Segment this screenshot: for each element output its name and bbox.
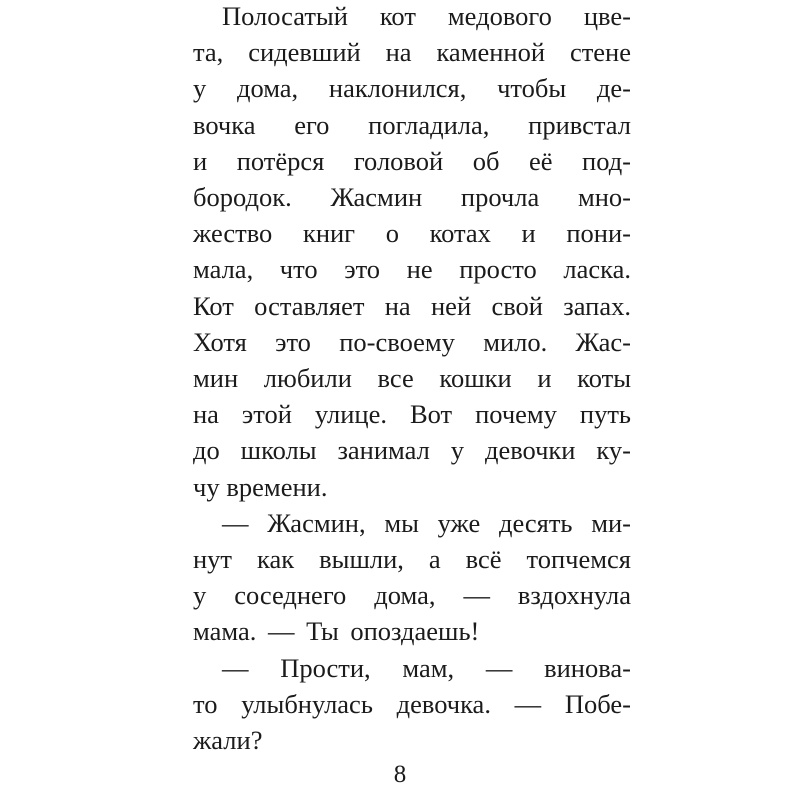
text-line: и потёрся головой об её под-: [193, 145, 631, 176]
text-line: мала, что это не просто ласка.: [193, 254, 631, 285]
paragraph-narrative: [193, 0, 631, 505]
text-line: до школы занимал у девочки ку-: [193, 435, 631, 466]
text-line: мама. — Ты опоздаешь!: [193, 616, 480, 647]
text-line: — Жасмин, мы уже десять ми-: [222, 507, 631, 538]
text-line: Хотя это по-своему мило. Жас-: [193, 326, 631, 357]
text-line: у дома, наклонился, чтобы де-: [193, 73, 631, 104]
text-line: Полосатый кот медового цве-: [222, 1, 631, 31]
text-line: — Прости, мам, — винова-: [222, 652, 631, 683]
paragraph-dialogue-mother: [193, 505, 631, 650]
text-column: [193, 0, 631, 758]
text-line: та, сидевший на каменной стене: [193, 37, 631, 68]
text-line: мин любили все кошки и коты: [193, 363, 631, 394]
text-line: бородок. Жасмин прочла мно-: [193, 182, 631, 213]
text-line: у соседнего дома, — вздохнула: [193, 580, 631, 611]
text-line: Кот оставляет на ней свой запах.: [193, 290, 631, 321]
text-line: вочка его погладила, привстал: [193, 109, 631, 140]
text-line: чу времени.: [193, 471, 328, 502]
text-line: на этой улице. Вот почему путь: [193, 399, 631, 430]
paragraph-dialogue-girl: [193, 650, 631, 759]
page-number: 8: [393, 761, 407, 788]
text-line: то улыбнулась девочка. — Побе-: [193, 688, 631, 719]
text-line: нут как вышли, а всё топчемся: [193, 544, 631, 575]
text-line: жество книг о котах и пони-: [193, 218, 631, 249]
text-line: жали?: [193, 725, 263, 756]
